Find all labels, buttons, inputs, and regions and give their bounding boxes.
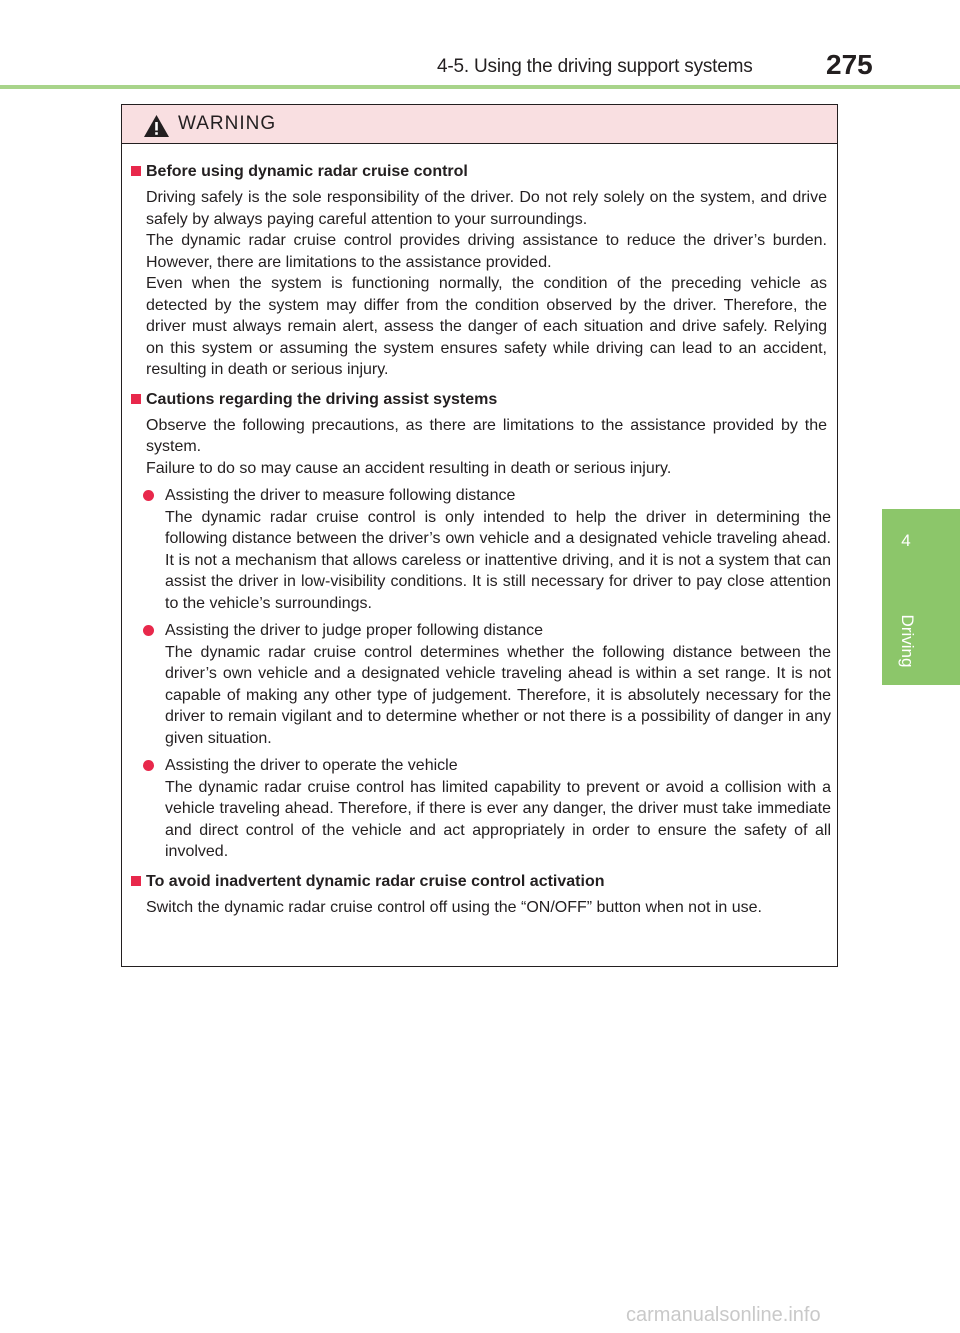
list-item [165, 485, 831, 614]
list-item [165, 755, 831, 863]
square-bullet-icon [131, 394, 141, 404]
list-item-text: The dynamic radar cruise control is only intended to help the driver in determining the following distance between the driver’s own vehicle and a designated vehicle traveling ahead. It is not a mechanism that allows careless or inattentive driving, and it is not a system that can assist the driver in low-visibility conditions. It is still necessary for driver to pay close attention to the vehicle’s surroundings. [165, 508, 831, 612]
section-heading [122, 389, 839, 411]
paragraph: Even when the system is functioning normally, the condition of the preceding vehicle as detected by the system may differ from the condition observed by the driver. Therefore, the driver must always remain alert, assess the danger of each situation and drive safely. Relying on this system or assuming the system ensures safety while driving can lead to an accident, resulting in death or serious injury. [146, 275, 827, 378]
round-bullet-icon [143, 760, 154, 771]
list-item-text: The dynamic radar cruise control has limited capability to prevent or avoid a collision with a vehicle traveling ahead. Therefore, if there is ever any danger, the driver must take immediate and direct control of the vehicle and act appropriately in order to ensure the safety of all involved. [165, 778, 831, 860]
section-heading-text: Cautions regarding the driving assist systems [146, 390, 498, 408]
watermark: carmanualsonline.info [626, 1304, 821, 1326]
section-paragraphs [146, 415, 827, 480]
list-item-text: The dynamic radar cruise control determines whether the following distance between the driver’s own vehicle and a designated vehicle traveling ahead is within a set range. It is not capable of making any other type of judgement. Therefore, it is absolutely necessary for the driver to remain vigilant and to determine whether or not there is a possibility of danger in any given situation. [165, 643, 831, 747]
warning-section-cautions [122, 389, 839, 863]
chapter-tab[interactable] [882, 509, 960, 685]
chapter-number: 4 [901, 531, 911, 550]
section-heading [122, 871, 839, 893]
square-bullet-icon [131, 166, 141, 176]
paragraph: Failure to do so may cause an accident resulting in death or serious injury. [146, 459, 672, 477]
round-bullet-icon [143, 490, 154, 501]
list-item-title: Assisting the driver to measure following distance [165, 487, 516, 504]
paragraph: Observe the following precautions, as there are limitations to the assistance provided by the system. [146, 416, 827, 455]
chapter-label: Driving [898, 614, 917, 668]
page-number: 275 [826, 49, 873, 80]
header-divider [0, 85, 960, 89]
paragraph: Switch the dynamic radar cruise control off using the “ON/OFF” button when not in use. [146, 898, 762, 916]
paragraph: Driving safely is the sole responsibility of the driver. Do not rely solely on the system, and drive safely by always paying careful attention to your surroundings. [146, 189, 827, 228]
section-heading-text: Before using dynamic radar cruise control [146, 163, 468, 180]
paragraph: The dynamic radar cruise control provides driving assistance to reduce the driver’s burden. However, there are limitations to the assistance provided. [146, 232, 827, 271]
section-title: 4-5. Using the driving support systems [437, 56, 753, 77]
section-paragraphs [146, 187, 827, 381]
list-item-title: Assisting the driver to operate the vehicle [165, 757, 458, 774]
section-paragraphs [146, 897, 827, 919]
warning-header [122, 105, 837, 144]
list-item [165, 620, 831, 749]
square-bullet-icon [131, 876, 141, 886]
warning-triangle-icon [143, 114, 170, 138]
section-heading [122, 161, 839, 183]
warning-body [122, 161, 839, 926]
chapter-label-wrapper [896, 607, 918, 677]
warning-section-avoid-activation [122, 871, 839, 919]
warning-box [121, 104, 838, 967]
round-bullet-icon [143, 625, 154, 636]
warning-title: WARNING [178, 113, 277, 134]
warning-section-before-using [122, 161, 839, 381]
list-item-title: Assisting the driver to judge proper following distance [165, 622, 543, 639]
section-heading-text: To avoid inadvertent dynamic radar cruise control activation [146, 872, 605, 890]
